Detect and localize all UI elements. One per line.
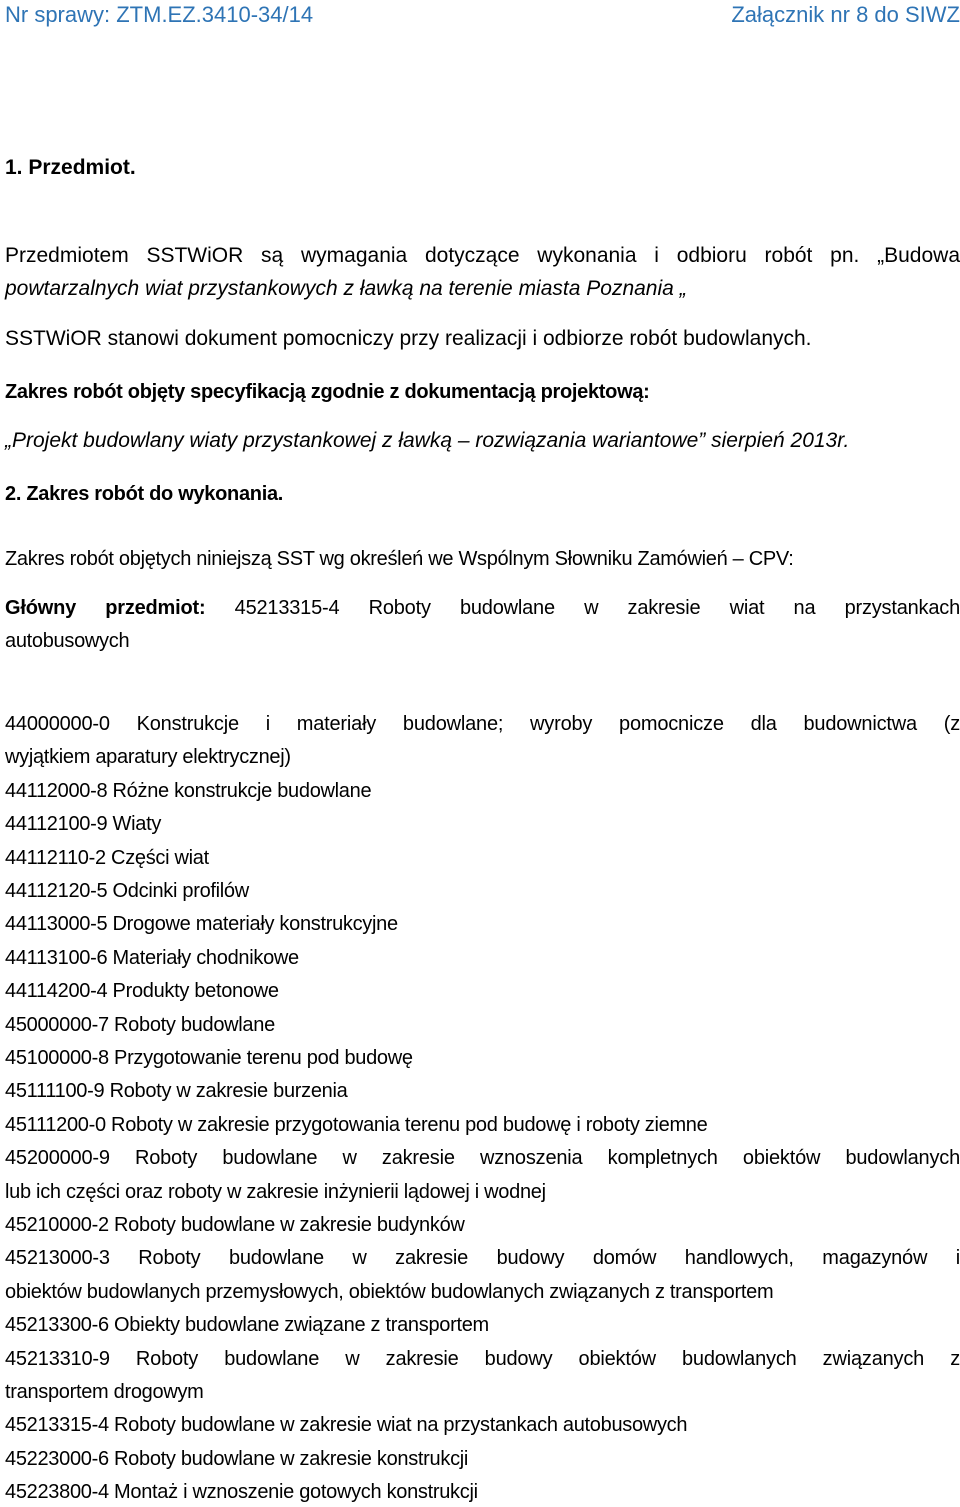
cpv-item: 44112110-2 Części wiat [5,846,209,869]
cpv-item: 45200000-9 Roboty budowlane w zakresie wznoszenia kompletnych obiektów budowlanych [5,1147,960,1170]
cpv-item: 44113100-6 Materiały chodnikowe [5,946,299,969]
main-subject-text: 45213315-4 Roboty budowlane w zakresie wiat na przystankach [234,597,960,619]
cpv-item: 44114200-4 Produkty betonowe [5,980,279,1003]
doc-line: SSTWiOR stanowi dokument pomocniczy przy realizacji i odbiorze robót budowlanych. [5,327,812,350]
section-2-heading: 2. Zakres robót do wykonania. [5,483,284,505]
main-subject-line-2: autobusowych [5,630,130,652]
cpv-item: 44113000-5 Drogowe materiały konstrukcyjne [5,913,398,936]
intro-line-1 [5,242,960,270]
main-subject-line-1 [5,594,960,622]
intro-line-1-text: Przedmiotem SSTWiOR są wymagania dotyczące wykonania i odbioru robót pn. „Budowa [5,244,960,267]
cpv-item: 45213000-3 Roboty budowlane w zakresie budowy domów handlowych, magazynów i [5,1247,960,1270]
cpv-item: 44000000-0 Konstrukcje i materiały budowlane; wyroby pomocnicze dla budownictwa (z [5,713,960,735]
cpv-item: 45210000-2 Roboty budowlane w zakresie budynków [5,1214,465,1236]
intro-line-2: powtarzalnych wiat przystankowych z ławką na terenie miasta Poznania „ [5,277,687,300]
cpv-item-continuation: transportem drogowym [5,1381,204,1403]
cpv-item: 45223000-6 Roboty budowlane w zakresie konstrukcji [5,1447,469,1470]
case-number: Nr sprawy: ZTM.EZ.3410-34/14 [5,2,314,27]
cpv-item: 45213310-9 Roboty budowlane w zakresie budowy obiektów budowlanych związanych z [5,1347,960,1370]
cpv-item-continuation: obiektów budowlanych przemysłowych, obiektów budowlanych związanych z transportem [5,1280,774,1303]
cpv-item: 45213315-4 Roboty budowlane w zakresie wiat na przystankach autobusowych [5,1414,688,1437]
cpv-intro: Zakres robót objętych niniejszą SST wg określeń we Wspólnym Słowniku Zamówień – CPV: [5,548,794,570]
cpv-item: 44112000-8 Różne konstrukcje budowlane [5,779,372,802]
cpv-item: 44112100-9 Wiaty [5,813,162,836]
scope-heading: Zakres robót objęty specyfikacją zgodnie z dokumentacją projektową: [5,381,650,403]
cpv-item-continuation: lub ich części oraz roboty w zakresie inżynierii lądowej i wodnej [5,1180,546,1203]
cpv-item-continuation: wyjątkiem aparatury elektrycznej) [5,746,291,769]
main-subject-label: Główny przedmiot: [5,597,206,619]
project-line: „Projekt budowlany wiaty przystankowej z ławką – rozwiązania wariantowe” sierpień 2013r. [5,429,850,452]
cpv-item: 45100000-8 Przygotowanie terenu pod budowę [5,1047,413,1069]
cpv-item: 44112120-5 Odcinki profilów [5,880,249,902]
cpv-item: 45213300-6 Obiekty budowlane związane z transportem [5,1314,489,1337]
cpv-item: 45111200-0 Roboty w zakresie przygotowania terenu pod budowę i roboty ziemne [5,1113,708,1136]
cpv-item: 45111100-9 Roboty w zakresie burzenia [5,1080,348,1103]
cpv-item: 45000000-7 Roboty budowlane [5,1013,275,1036]
cpv-item: 45223800-4 Montaż i wznoszenie gotowych konstrukcji [5,1481,478,1504]
section-1-heading: 1. Przedmiot. [5,156,136,179]
attachment-label: Załącznik nr 8 do SIWZ [731,2,960,27]
